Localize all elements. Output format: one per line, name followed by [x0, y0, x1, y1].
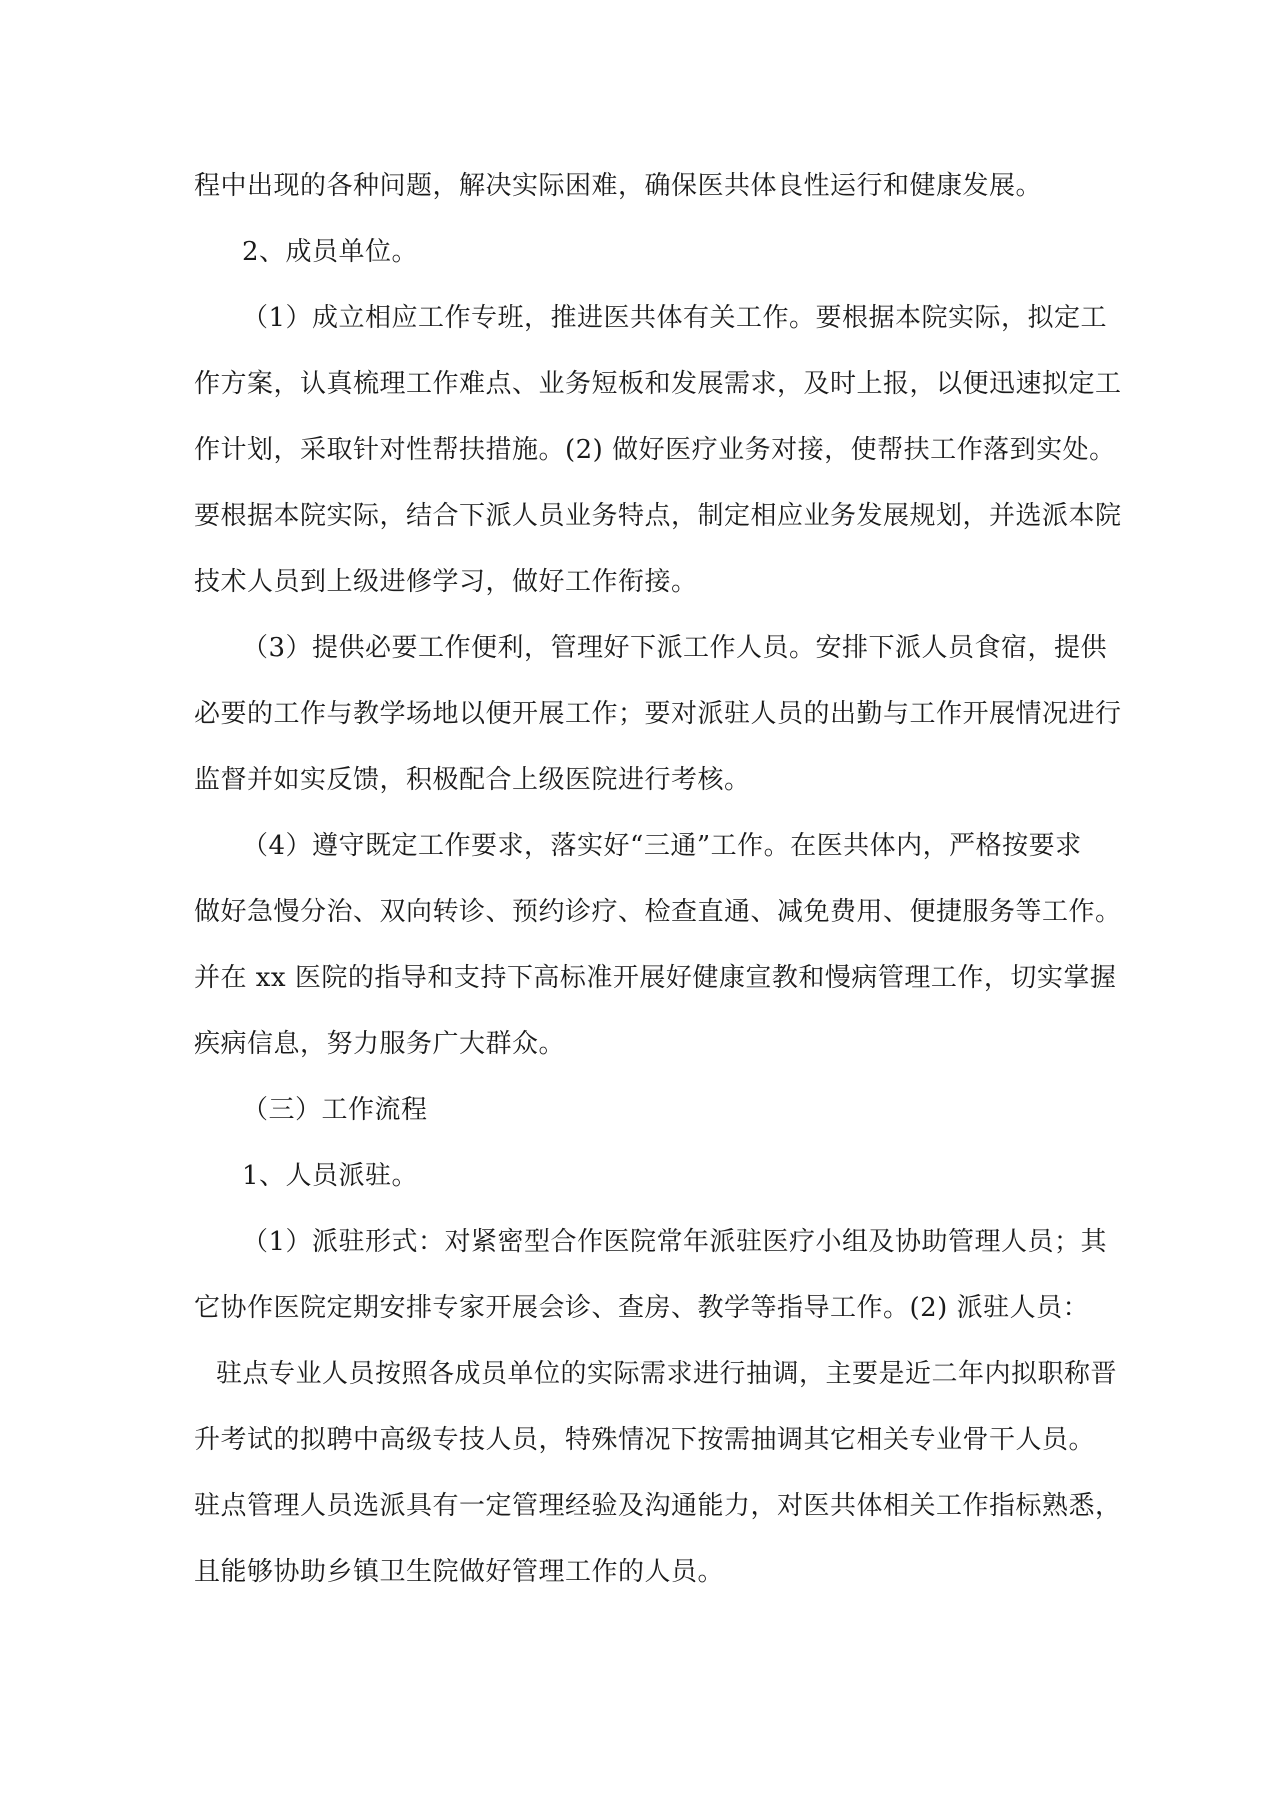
- section-heading: 1、人员派驻。: [242, 1161, 419, 1191]
- text-line: 并在 xx 医院的指导和支持下高标准开展好健康宣教和慢病管理工作，切实掌握: [194, 963, 1117, 993]
- text-line: （1）成立相应工作专班，推进医共体有关工作。要根据本院实际，拟定工: [242, 303, 1108, 333]
- text-line: 技术人员到上级进修学习，做好工作衔接。: [194, 567, 698, 597]
- text-line: 要根据本院实际，结合下派人员业务特点，制定相应业务发展规划，并选派本院: [194, 501, 1122, 531]
- text-line: 它协作医院定期安排专家开展会诊、查房、教学等指导工作。(2) 派驻人员：: [194, 1293, 1090, 1323]
- text-line: 必要的工作与教学场地以便开展工作；要对派驻人员的出勤与工作开展情况进行: [194, 699, 1122, 729]
- text-line: 程中出现的各种问题，解决实际困难，确保医共体良性运行和健康发展。: [194, 171, 1043, 201]
- text-line: 作计划，采取针对性帮扶措施。(2) 做好医疗业务对接，使帮扶工作落到实处。: [194, 435, 1116, 465]
- text-line: 做好急慢分治、双向转诊、预约诊疗、检查直通、减免费用、便捷服务等工作。: [194, 897, 1122, 927]
- text-line: 驻点管理人员选派具有一定管理经验及沟通能力，对医共体相关工作指标熟悉，: [194, 1491, 1122, 1521]
- text-line: 升考试的拟聘中高级专技人员，特殊情况下按需抽调其它相关专业骨干人员。: [194, 1425, 1096, 1455]
- section-heading: 2、成员单位。: [242, 237, 419, 267]
- text-line: （4）遵守既定工作要求，落实好“三通”工作。在医共体内，严格按要求: [242, 831, 1082, 861]
- text-line: 作方案，认真梳理工作难点、业务短板和发展需求，及时上报，以便迅速拟定工: [194, 369, 1122, 399]
- text-line: 驻点专业人员按照各成员单位的实际需求进行抽调，主要是近二年内拟职称晋: [216, 1359, 1118, 1389]
- text-line: 监督并如实反馈，积极配合上级医院进行考核。: [194, 765, 751, 795]
- text-line: 且能够协助乡镇卫生院做好管理工作的人员。: [194, 1557, 725, 1587]
- text-line: （1）派驻形式：对紧密型合作医院常年派驻医疗小组及协助管理人员；其: [242, 1227, 1108, 1257]
- text-line: （3）提供必要工作便利，管理好下派工作人员。安排下派人员食宿，提供: [242, 633, 1108, 663]
- section-heading: （三）工作流程: [242, 1095, 428, 1125]
- text-line: 疾病信息，努力服务广大群众。: [194, 1029, 566, 1059]
